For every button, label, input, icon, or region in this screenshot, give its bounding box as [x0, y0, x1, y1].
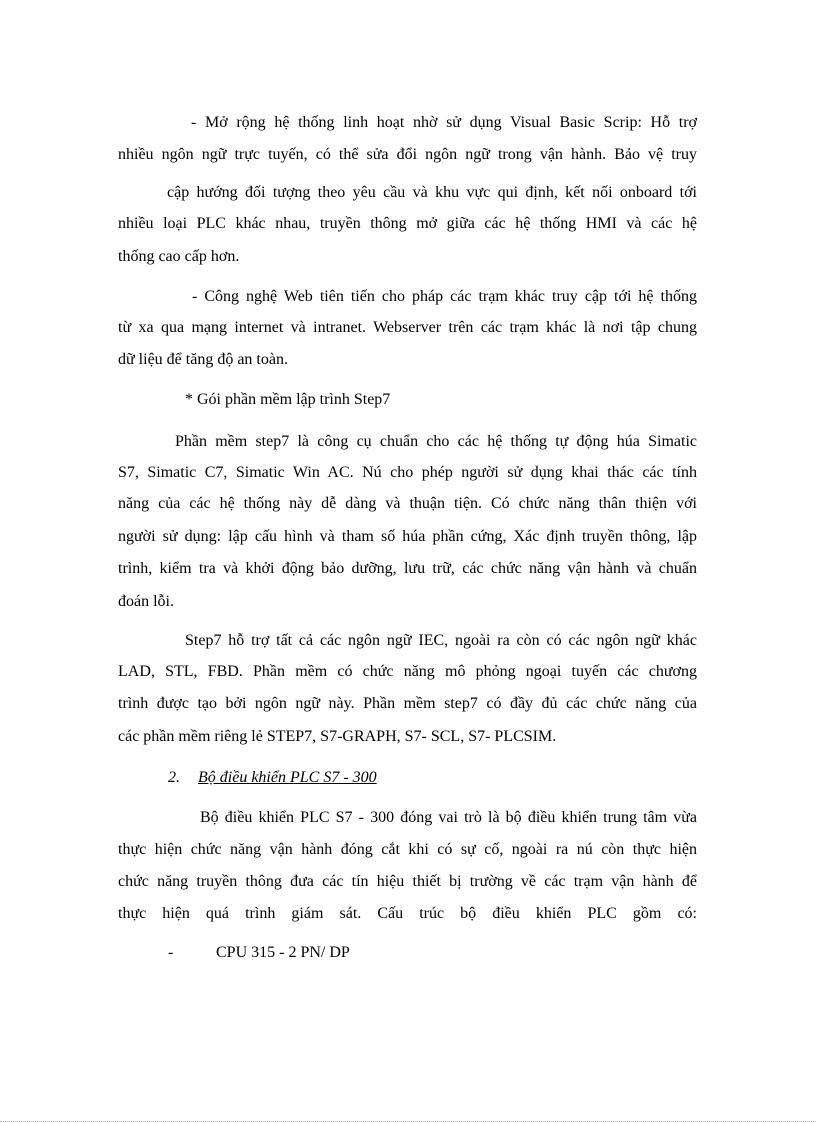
- text-line: thống cao cấp hơn.: [118, 248, 240, 265]
- text-line: thực hiện chức năng vận hành đóng cắt khi có sự cố, ngoài ra nú còn thực hiện: [118, 841, 697, 858]
- text-line: - Công nghệ Web tiên tiến cho pháp các trạm khác truy cập tới hệ thống: [192, 288, 697, 305]
- text-line: người sử dụng: lập cấu hình và tham số húa phần cứng, Xác định truyền thông, lập: [118, 528, 697, 545]
- text-line: Step7 hỗ trợ tất cả các ngôn ngữ IEC, ngoài ra còn có các ngôn ngữ khác: [185, 632, 697, 649]
- text-line: các phần mềm riêng lẻ STEP7, S7-GRAPH, S7- SCL, S7- PLCSIM.: [118, 728, 557, 745]
- text-line: năng của các hệ thống này dễ dàng và thuận tiện. Có chức năng thân thiện với: [118, 495, 697, 512]
- list-item-text: CPU 315 - 2 PN/ DP: [216, 944, 350, 961]
- list-bullet: -: [168, 944, 174, 961]
- text-line: trình được tạo bởi ngôn ngữ này. Phần mềm step7 có đầy đủ các chức năng của: [118, 695, 697, 712]
- text-line: thực hiện quá trình giám sát. Cấu trúc bộ điều khiển PLC gồm có:: [118, 905, 697, 922]
- text-line: Bộ điều khiển PLC S7 - 300 đóng vai trò là bộ điều khiển trung tâm vừa: [200, 809, 697, 826]
- text-line: - Mở rộng hệ thống linh hoạt nhờ sử dụng Visual Basic Scrip: Hỗ trợ: [191, 114, 697, 131]
- text-line: chức năng truyền thông đưa các tín hiệu thiết bị trường về các trạm vận hành để: [118, 873, 697, 890]
- text-line: LAD, STL, FBD. Phần mềm có chức năng mô phỏng ngoại tuyến các chương: [118, 663, 697, 680]
- text-line: dữ liệu để tăng độ an toàn.: [118, 351, 288, 368]
- section-number: 2.: [168, 769, 180, 786]
- text-line: Phần mềm step7 là công cụ chuẩn cho các hệ thống tự động húa Simatic: [175, 433, 697, 450]
- text-line: nhiều loại PLC khác nhau, truyền thông mở giữa các hệ thống HMI và các hệ: [118, 215, 697, 232]
- section-heading: [168, 768, 377, 788]
- list-item: [168, 943, 173, 963]
- text-line: S7, Simatic C7, Simatic Win AC. Nú cho phép người sử dụng khai thác các tính: [118, 464, 697, 481]
- text-line: từ xa qua mạng internet và intranet. Webserver trên các trạm khác là nơi tập chung: [118, 319, 697, 336]
- text-line: trình, kiểm tra và khởi động bảo dưỡng, lưu trữ, các chức năng vận hành và chuẩn: [118, 560, 697, 577]
- subheading: * Gói phần mềm lập trình Step7: [185, 391, 391, 408]
- text-line: cập hướng đối tượng theo yêu cầu và khu vực qui định, kết nối onboard tới: [167, 184, 697, 201]
- page-edge: [0, 1121, 816, 1122]
- text-line: đoán lỗi.: [118, 593, 174, 610]
- section-title: Bộ điều khiển PLC S7 - 300: [198, 769, 377, 786]
- text-line: nhiều ngôn ngữ trực tuyến, có thể sửa đổi ngôn ngữ trong vận hành. Bảo vệ truy: [118, 146, 697, 163]
